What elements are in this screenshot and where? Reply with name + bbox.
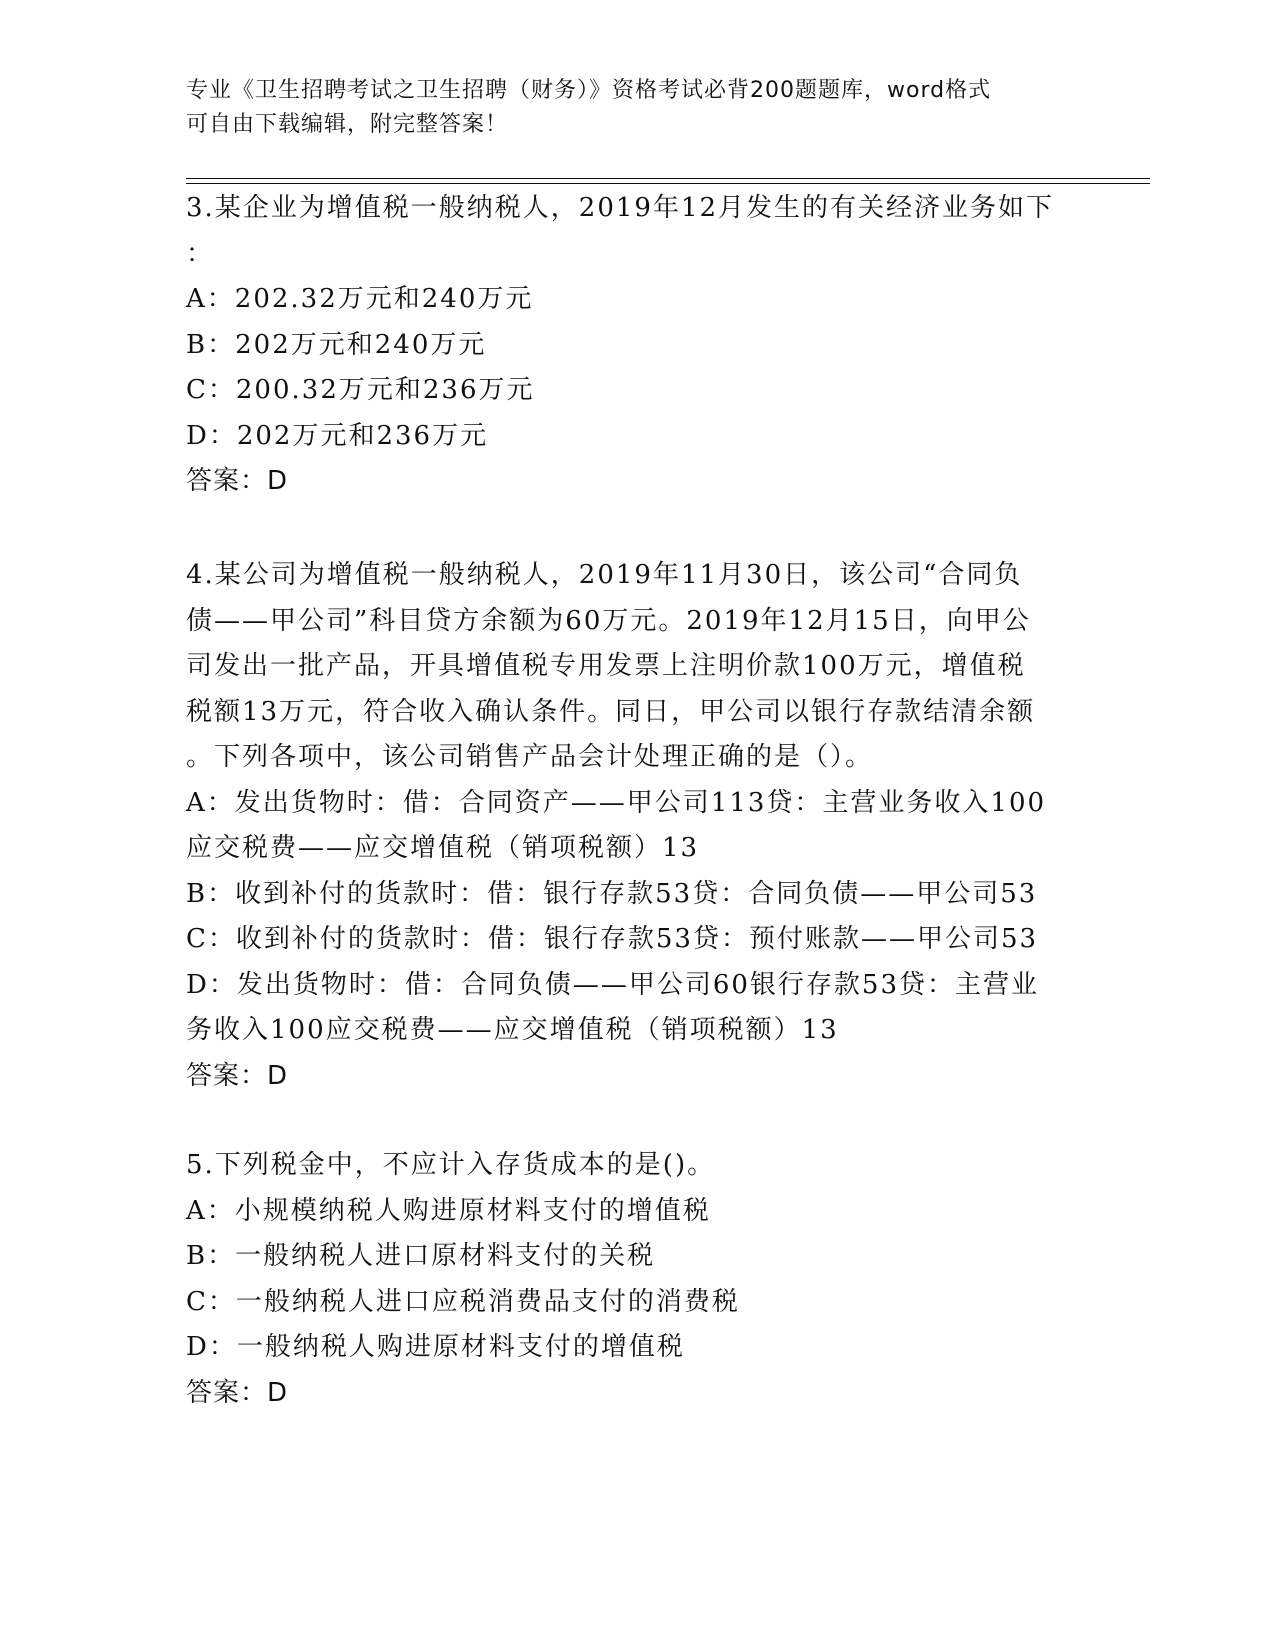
option-b: B：202万元和240万元 — [186, 329, 487, 360]
option-a: A：发出货物时：借：合同资产——甲公司113贷：主营业务收入100 — [186, 787, 1047, 818]
question-3 — [186, 186, 1086, 505]
option-c: C：一般纳税人进口应税消费品支付的消费税 — [186, 1286, 740, 1317]
question-4 — [186, 553, 1086, 1099]
option-a-continued: 应交税费——应交增值税（销项税额）13 — [186, 833, 700, 863]
question-stem-line: 。下列各项中，该公司销售产品会计处理正确的是（）。 — [186, 742, 874, 772]
answer-line: 答案：D — [186, 1060, 289, 1091]
question-stem-line: ： — [186, 238, 215, 269]
question-stem-line: 司发出一批产品，开具增值税专用发票上注明价款100万元，增值税 — [186, 651, 1026, 681]
question-stem-line: 债——甲公司”科目贷方余额为60万元。2019年12月15日，向甲公 — [186, 605, 1031, 636]
question-stem-line: 4.某公司为增值税一般纳税人，2019年11月30日，该公司“合同负 — [186, 560, 1023, 590]
option-b: B：一般纳税人进口原材料支付的关税 — [186, 1241, 656, 1271]
header-line-2: 可自由下载编辑，附完整答案！ — [186, 112, 509, 137]
option-d: D：202万元和236万元 — [186, 420, 489, 451]
header-divider-bottom — [186, 183, 1150, 184]
option-d-continued: 务收入100应交税费——应交增值税（销项税额）13 — [186, 1015, 839, 1045]
header-line-1: 专业《卫生招聘考试之卫生招聘（财务）》资格考试必背200题题库，word格式 — [186, 78, 992, 103]
option-a: A：小规模纳税人购进原材料支付的增值税 — [186, 1195, 711, 1226]
question-stem-line: 5.下列税金中，不应计入存货成本的是()。 — [186, 1150, 716, 1180]
option-c: C：收到补付的货款时：借：银行存款53贷：预付账款——甲公司53 — [186, 924, 1039, 954]
answer-line: 答案：D — [186, 1377, 289, 1408]
option-b: B：收到补付的货款时：借：银行存款53贷：合同负债——甲公司53 — [186, 878, 1038, 909]
option-d: D：发出货物时：借：合同负债——甲公司60银行存款53贷：主营业 — [186, 969, 1040, 1000]
option-a: A：202.32万元和240万元 — [186, 284, 534, 314]
question-stem-line: 3.某企业为增值税一般纳税人，2019年12月发生的有关经济业务如下 — [186, 193, 1055, 223]
question-stem-line: 税额13万元，符合收入确认条件。同日，甲公司以银行存款结清余额 — [186, 696, 1036, 727]
header-divider-top — [186, 178, 1150, 179]
option-d: D：一般纳税人购进原材料支付的增值税 — [186, 1332, 685, 1362]
answer-line: 答案：D — [186, 466, 289, 496]
question-5 — [186, 1143, 1086, 1416]
option-c: C：200.32万元和236万元 — [186, 375, 535, 405]
document-header — [186, 74, 1086, 142]
